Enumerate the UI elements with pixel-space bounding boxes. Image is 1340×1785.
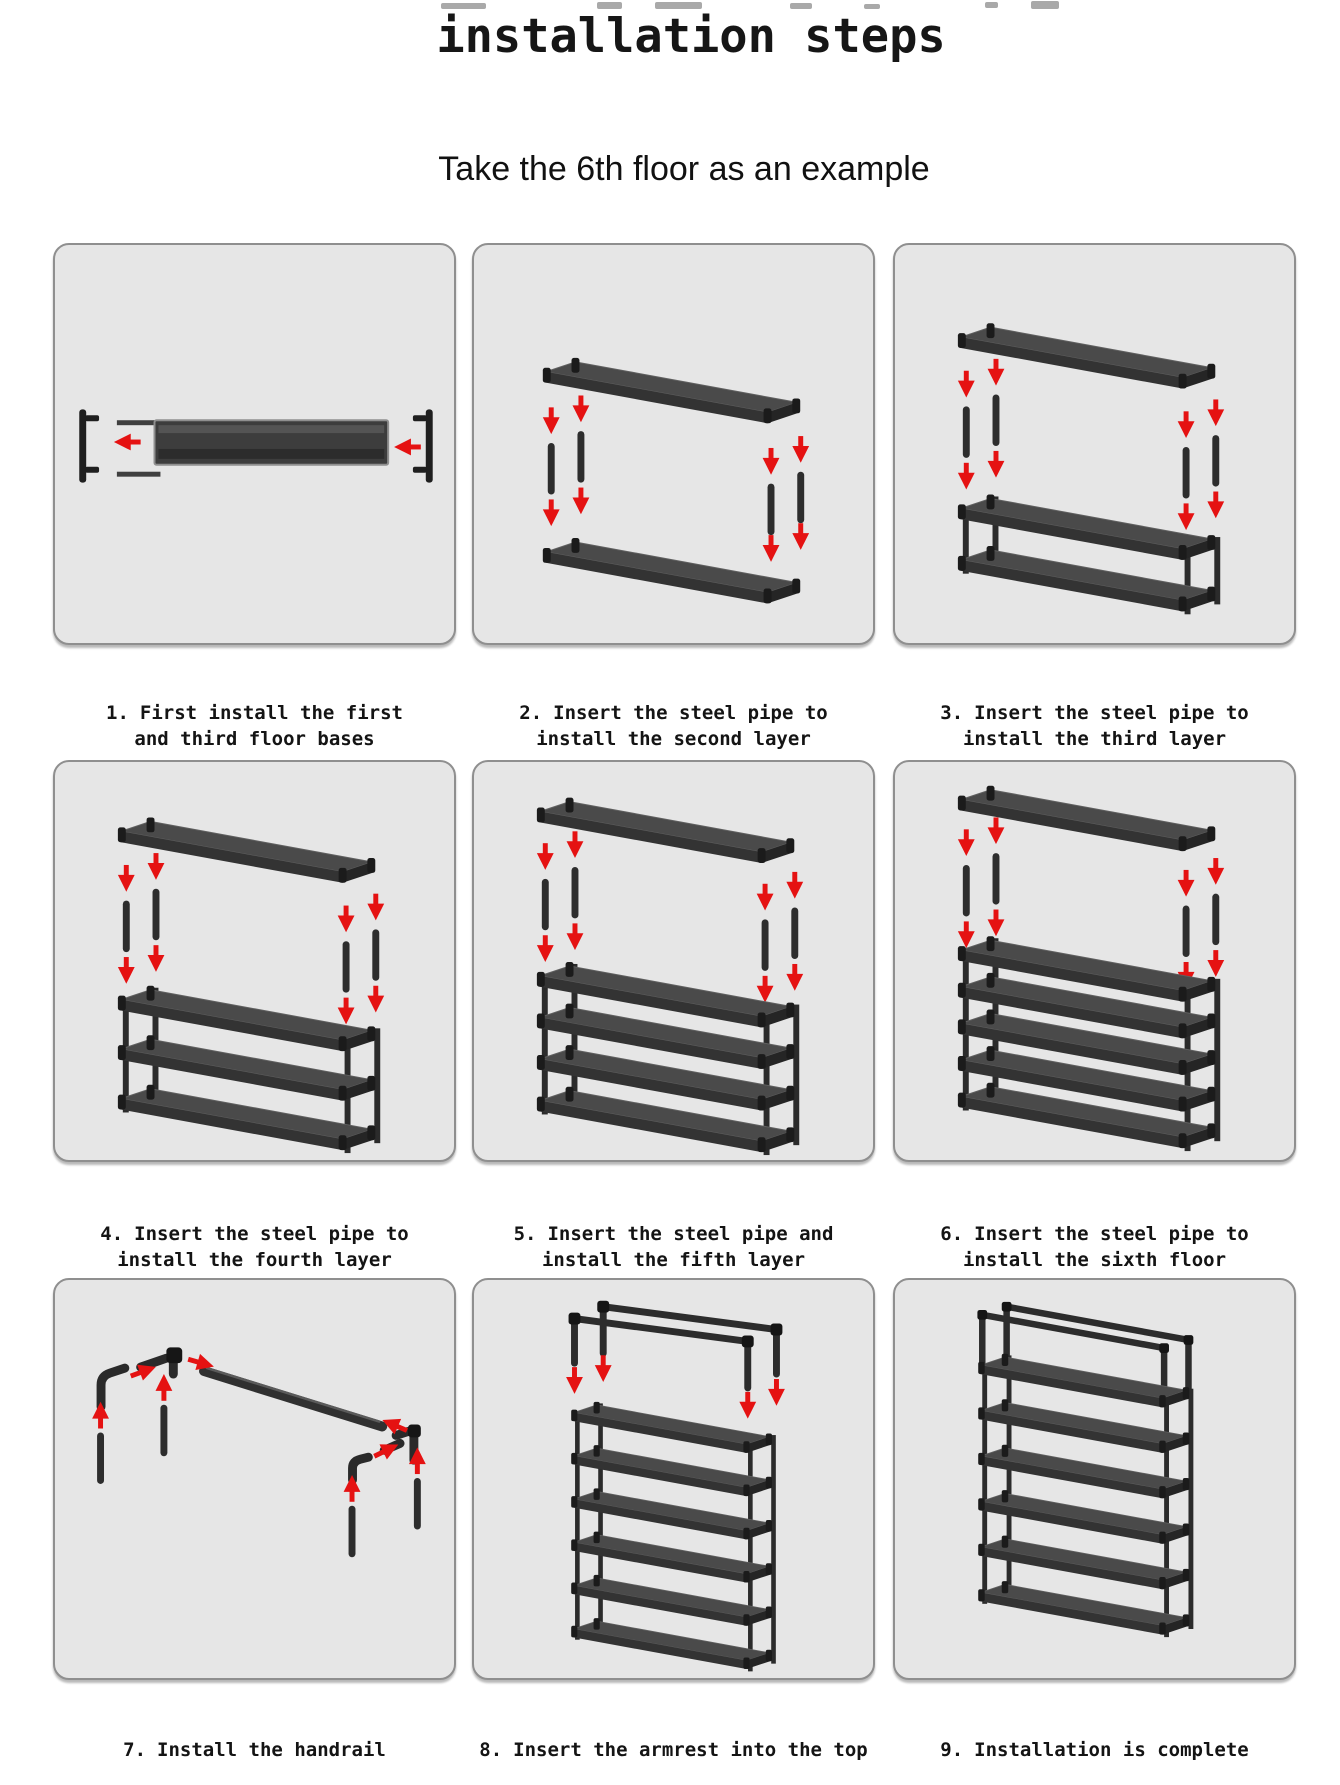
step-5-caption: [472, 1221, 875, 1273]
red-arrow-down-icon: [763, 448, 780, 475]
red-arrow-down-icon: [148, 853, 165, 880]
red-arrow-down-icon: [1178, 870, 1195, 897]
step-2-illustration: [474, 245, 873, 643]
step-5-panel: [472, 760, 875, 1162]
step-number: 2.: [519, 702, 543, 724]
step-number: 5.: [513, 1223, 537, 1245]
steel-pipe: [963, 865, 970, 916]
pipe-joint: [1002, 1302, 1012, 1312]
step-number: 7.: [123, 1739, 147, 1761]
caption-text: Installation is complete: [974, 1739, 1249, 1761]
red-arrow-down-icon: [567, 831, 584, 858]
red-arrow-down-icon: [958, 829, 975, 856]
six-tier-rack: [571, 1402, 776, 1672]
caption-text: Insert the steel pipe to: [553, 702, 828, 724]
red-arrow-down-icon: [537, 935, 554, 962]
red-arrow-down-icon: [118, 957, 135, 984]
pipe-joint: [771, 1324, 783, 1336]
red-arrow-down-icon: [543, 407, 560, 434]
pipe-joint: [597, 1301, 609, 1313]
five-tier-rack: [958, 936, 1220, 1151]
red-arrow-down-icon: [367, 986, 384, 1013]
red-arrow-down-icon: [1178, 411, 1195, 438]
pipe-joint: [1184, 1335, 1194, 1345]
steel-pipe: [343, 941, 350, 992]
red-arrow-down-icon: [988, 910, 1005, 937]
caption-text: install the fifth layer: [541, 1249, 806, 1271]
red-arrow-down-icon: [1207, 950, 1224, 977]
step-7-panel: [53, 1278, 456, 1680]
steel-pipe: [153, 889, 160, 940]
handrail-bar-highlight: [207, 1368, 379, 1421]
step-8-illustration: [474, 1280, 873, 1678]
shelf-panel: [117, 420, 388, 476]
caption-text: Insert the steel pipe to: [134, 1223, 409, 1245]
step-4-caption: [53, 1221, 456, 1273]
steel-pipe: [963, 406, 970, 457]
complete-rack: [977, 1302, 1193, 1637]
red-arrow-down-icon: [786, 964, 803, 991]
red-arrow-down-icon: [567, 923, 584, 950]
steel-pipe: [768, 484, 775, 535]
step-1-caption: [53, 700, 456, 752]
steel-pipe: [1212, 435, 1219, 486]
steel-pipe: [762, 919, 769, 970]
steel-pipe: [372, 929, 379, 980]
caption-text: install the second layer: [536, 728, 811, 750]
page-subtitle: Take the 6th floor as an example: [438, 150, 930, 188]
left-side-frame: [79, 409, 99, 482]
red-arrow-down-icon: [1207, 858, 1224, 885]
step-3-illustration: [895, 245, 1294, 643]
red-arrow-down-icon: [1178, 503, 1195, 530]
red-arrow-down-icon: [988, 817, 1005, 844]
step-7-illustration: [55, 1280, 454, 1678]
step-8-caption: [472, 1737, 875, 1763]
steel-pipe: [791, 908, 798, 959]
red-arrow-left-icon: [394, 439, 421, 456]
step-3-panel: [893, 243, 1296, 645]
steel-pipe: [160, 1405, 167, 1456]
caption-text: Install the handrail: [157, 1739, 386, 1761]
step-6-illustration: [895, 762, 1294, 1160]
red-arrow-down-icon: [958, 463, 975, 490]
steel-pipe: [542, 879, 549, 930]
pipe-joint: [569, 1313, 581, 1325]
step-5-illustration: [474, 762, 873, 1160]
steel-pipe: [797, 472, 804, 523]
red-arrow-down-icon: [739, 1392, 756, 1419]
step-number: 8.: [479, 1739, 503, 1761]
step-4-panel: [53, 760, 456, 1162]
steel-pipe: [1183, 447, 1190, 498]
red-arrow-down-icon: [573, 488, 590, 515]
step-9-panel: [893, 1278, 1296, 1680]
steel-pipe: [97, 1432, 104, 1483]
red-arrow-down-icon: [367, 894, 384, 921]
pipe-joint: [1159, 1343, 1169, 1353]
step-1-illustration: [55, 245, 454, 643]
step-number: 6.: [940, 1223, 964, 1245]
red-arrow-up-icon: [92, 1402, 109, 1429]
step-8-panel: [472, 1278, 875, 1680]
step-9-illustration: [895, 1280, 1294, 1678]
caption-text: Insert the steel pipe to: [974, 702, 1249, 724]
red-arrow-down-icon: [338, 906, 355, 933]
red-arrow-down-icon: [792, 523, 809, 550]
red-arrow-down-icon: [338, 998, 355, 1025]
handrail-long-bar: [204, 1371, 382, 1426]
red-arrow-down-icon: [786, 872, 803, 899]
red-arrow-down-icon: [958, 921, 975, 948]
steel-pipe: [993, 394, 1000, 445]
red-arrow-down-icon: [543, 499, 560, 526]
step-6-caption: [893, 1221, 1296, 1273]
step-7-caption: [53, 1737, 456, 1763]
steel-pipe: [123, 901, 130, 952]
page-title: installation steps: [436, 9, 946, 64]
red-arrow-left-icon: [114, 434, 141, 451]
red-arrow-down-icon: [537, 843, 554, 870]
red-arrow-up-icon: [155, 1374, 172, 1401]
step-6-panel: [893, 760, 1296, 1162]
steel-pipe: [349, 1506, 356, 1557]
pipe-joint: [408, 1425, 421, 1438]
red-arrow-down-icon: [763, 535, 780, 562]
caption-text: Insert the armrest into the top: [513, 1739, 868, 1761]
step-9-caption: [893, 1737, 1296, 1763]
step-3-caption: [893, 700, 1296, 752]
steel-pipe: [577, 431, 584, 482]
red-arrow-down-icon: [573, 395, 590, 422]
two-tier-rack: [958, 494, 1220, 614]
caption-text: First install the first: [139, 702, 403, 724]
step-4-illustration: [55, 762, 454, 1160]
red-arrow-down-icon: [988, 451, 1005, 478]
red-arrow-down-icon: [757, 976, 774, 1003]
base-shelf: [543, 538, 800, 603]
red-arrow-down-icon: [1207, 492, 1224, 519]
steel-pipe: [414, 1478, 421, 1529]
steel-pipe: [572, 867, 579, 918]
step-number: 4.: [100, 1223, 124, 1245]
step-2-caption: [472, 700, 875, 752]
step-number: 9.: [940, 1739, 964, 1761]
step-number: 3.: [940, 702, 964, 724]
red-arrow-down-icon: [988, 359, 1005, 386]
caption-text: install the third layer: [962, 728, 1227, 750]
caption-text: Insert the steel pipe and: [547, 1223, 834, 1245]
steel-pipe: [1212, 894, 1219, 945]
red-arrow-down-icon: [595, 1355, 612, 1382]
red-arrow-down-icon: [148, 945, 165, 972]
red-arrow-down-icon: [566, 1367, 583, 1394]
steel-pipe: [993, 853, 1000, 904]
pipe-joint: [977, 1310, 987, 1320]
step-1-panel: [53, 243, 456, 645]
red-arrow-down-icon: [757, 884, 774, 911]
steel-pipe: [548, 443, 555, 494]
pipe-joint: [166, 1347, 182, 1363]
red-arrow-down-icon: [1207, 399, 1224, 426]
red-arrow-down-icon: [792, 436, 809, 463]
caption-text: and third floor bases: [134, 728, 375, 750]
step-number: 1.: [106, 702, 129, 724]
six-tier-rack: [978, 1354, 1193, 1637]
caption-text: install the fourth layer: [117, 1249, 392, 1271]
red-arrow-down-icon: [958, 371, 975, 398]
caption-text: Insert the steel pipe to: [974, 1223, 1249, 1245]
red-arrow-down-icon: [118, 865, 135, 892]
caption-text: install the sixth floor: [962, 1249, 1227, 1271]
red-arrow-up-icon: [344, 1475, 361, 1502]
red-arrow-down-icon: [768, 1379, 785, 1406]
step-2-panel: [472, 243, 875, 645]
steel-pipe: [1183, 906, 1190, 957]
pipe-joint: [742, 1335, 754, 1347]
